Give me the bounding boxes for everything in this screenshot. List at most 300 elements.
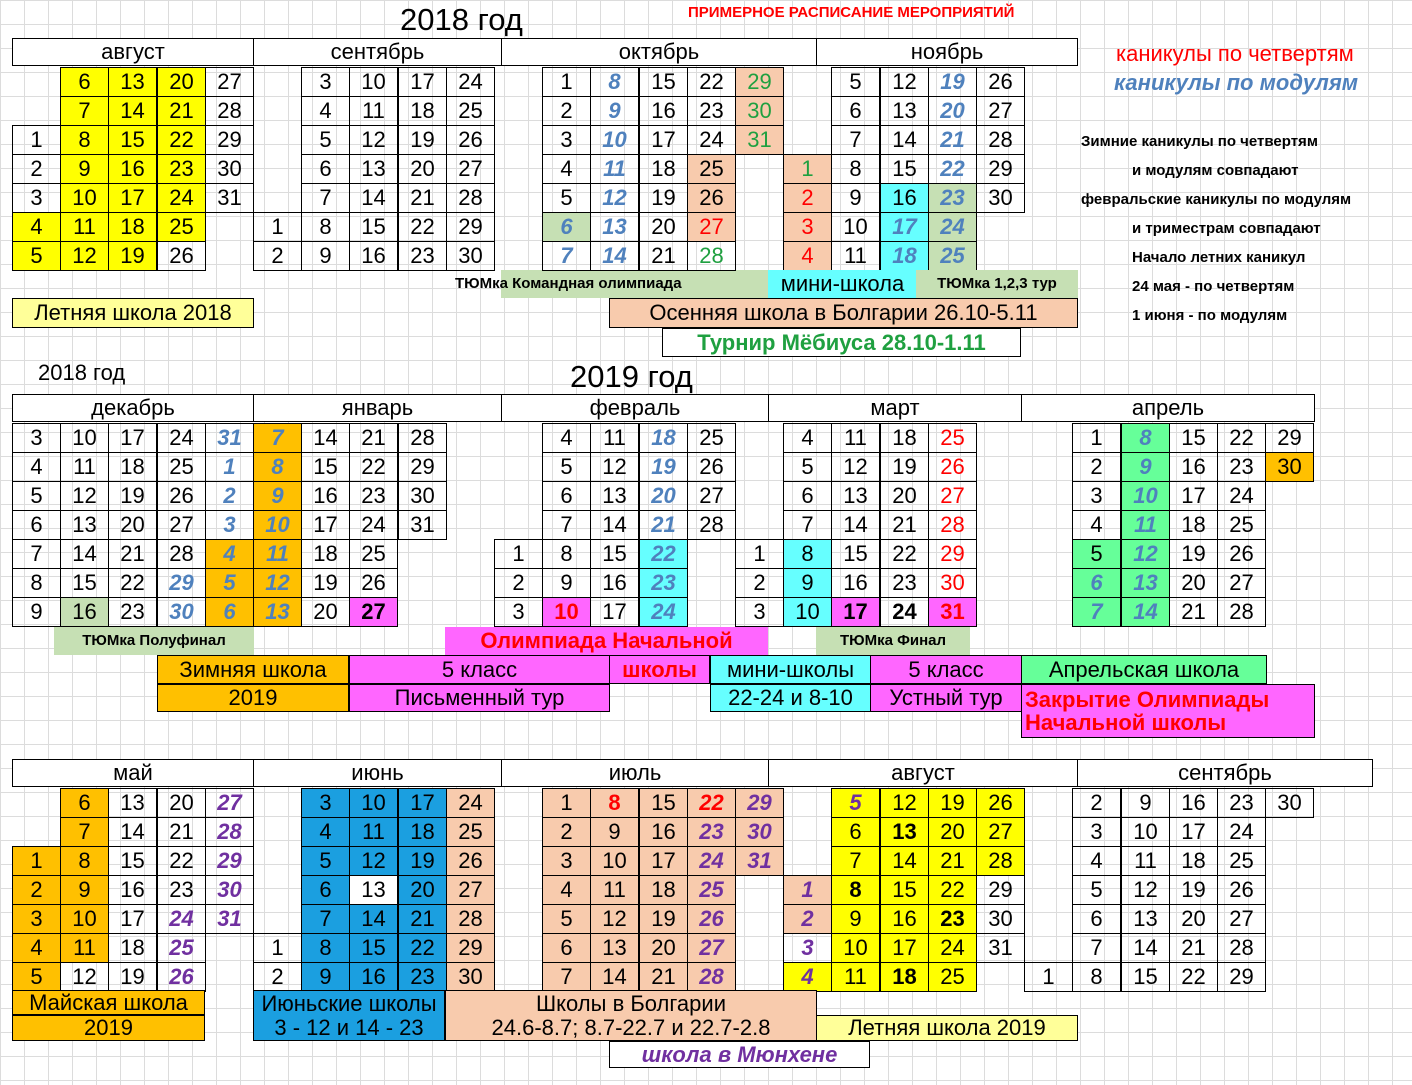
date-cell: 28 <box>687 962 736 992</box>
date-cell: 22 <box>928 875 977 905</box>
date-cell: 16 <box>590 568 639 598</box>
date-cell: 4 <box>301 817 350 847</box>
date-cell: 5 <box>205 568 254 598</box>
date-cell: 15 <box>108 125 157 155</box>
date-cell: 31 <box>205 904 254 934</box>
date-cell: 3 <box>542 125 591 155</box>
date-cell: 23 <box>398 241 447 271</box>
date-cell: 4 <box>205 539 254 569</box>
date-cell: 2 <box>542 817 591 847</box>
event-summer-school-2019: Летняя школа 2019 <box>816 1015 1078 1041</box>
date-cell: 22 <box>108 568 157 598</box>
event-mini-schools-1: мини-школы <box>710 655 871 684</box>
date-cell: 5 <box>301 846 350 876</box>
date-cell: 23 <box>157 154 206 184</box>
date-cell: 21 <box>398 183 447 213</box>
date-cell: 18 <box>108 933 157 963</box>
date-cell: 22 <box>157 846 206 876</box>
date-cell: 13 <box>590 933 639 963</box>
date-cell: 6 <box>831 96 880 126</box>
date-cell: 30 <box>446 241 495 271</box>
date-cell: 19 <box>108 481 157 511</box>
legend-line-3: февральские каникулы по модулям <box>1081 191 1352 208</box>
date-cell: 26 <box>687 904 736 934</box>
date-cell: 29 <box>446 212 495 242</box>
event-summer-school-2018: Летняя школа 2018 <box>12 298 254 328</box>
date-cell: 3 <box>301 788 350 818</box>
date-cell: 4 <box>542 154 591 184</box>
date-cell: 19 <box>639 452 688 482</box>
date-cell: 8 <box>590 788 639 818</box>
date-cell: 31 <box>398 510 447 540</box>
date-cell: 1 <box>783 875 832 905</box>
date-cell: 21 <box>928 125 977 155</box>
date-cell: 15 <box>639 67 688 97</box>
date-cell: 24 <box>687 846 736 876</box>
date-cell: 15 <box>590 539 639 569</box>
date-cell: 9 <box>590 817 639 847</box>
date-cell: 23 <box>1217 788 1266 818</box>
date-cell: 28 <box>446 904 495 934</box>
date-cell: 8 <box>253 452 302 482</box>
date-cell: 6 <box>542 212 591 242</box>
date-cell: 19 <box>928 788 977 818</box>
page-title: ПРИМЕРНОЕ РАСПИСАНИЕ МЕРОПРИЯТИЙ <box>688 4 1015 21</box>
date-cell: 30 <box>398 481 447 511</box>
date-cell: 4 <box>12 933 61 963</box>
date-cell: 23 <box>687 817 736 847</box>
date-cell: 7 <box>542 241 591 271</box>
date-cell: 6 <box>1072 568 1121 598</box>
date-cell: 7 <box>253 423 302 453</box>
event-grade5-written-2: Письменный тур <box>349 684 610 712</box>
date-cell: 30 <box>735 96 784 126</box>
date-cell: 22 <box>157 125 206 155</box>
date-cell: 30 <box>976 904 1025 934</box>
date-cell: 14 <box>60 539 109 569</box>
date-cell: 28 <box>205 817 254 847</box>
legend-line-6: 24 мая - по четвертям <box>1132 278 1295 295</box>
date-cell: 4 <box>1072 846 1121 876</box>
date-cell: 27 <box>205 67 254 97</box>
date-cell: 15 <box>349 212 398 242</box>
date-cell: 16 <box>880 183 929 213</box>
date-cell: 25 <box>157 212 206 242</box>
date-cell: 24 <box>446 67 495 97</box>
date-cell: 23 <box>349 481 398 511</box>
date-cell: 30 <box>446 962 495 992</box>
date-cell: 10 <box>60 423 109 453</box>
date-cell: 3 <box>12 423 61 453</box>
date-cell: 9 <box>60 154 109 184</box>
date-cell: 29 <box>735 788 784 818</box>
date-cell: 16 <box>639 817 688 847</box>
date-cell: 21 <box>157 817 206 847</box>
date-cell: 25 <box>928 423 977 453</box>
month-header: май <box>12 759 254 787</box>
date-cell: 7 <box>301 904 350 934</box>
date-cell: 2 <box>783 183 832 213</box>
date-cell: 7 <box>1072 597 1121 627</box>
event-tyumka-123: ТЮМка 1,2,3 тур <box>916 270 1078 298</box>
date-cell: 11 <box>60 452 109 482</box>
date-cell: 27 <box>687 933 736 963</box>
date-cell: 26 <box>687 452 736 482</box>
date-cell: 3 <box>783 212 832 242</box>
date-cell: 24 <box>157 183 206 213</box>
date-cell: 5 <box>831 788 880 818</box>
date-cell: 11 <box>590 423 639 453</box>
date-cell: 7 <box>831 846 880 876</box>
date-cell: 14 <box>590 241 639 271</box>
date-cell: 17 <box>880 212 929 242</box>
date-cell: 21 <box>1169 597 1218 627</box>
date-cell: 12 <box>349 125 398 155</box>
date-cell: 21 <box>880 510 929 540</box>
date-cell: 21 <box>108 539 157 569</box>
date-cell: 23 <box>928 183 977 213</box>
date-cell: 28 <box>976 125 1025 155</box>
month-header: декабрь <box>12 394 254 422</box>
date-cell: 15 <box>108 846 157 876</box>
date-cell: 4 <box>542 875 591 905</box>
date-cell: 27 <box>205 788 254 818</box>
date-cell: 7 <box>831 125 880 155</box>
date-cell: 6 <box>783 481 832 511</box>
event-mini-school: мини-школа <box>768 270 917 298</box>
date-cell: 1 <box>1072 423 1121 453</box>
date-cell: 14 <box>349 183 398 213</box>
date-cell: 13 <box>349 875 398 905</box>
event-bulgaria-schools-line1: Школы в Болгарии <box>536 991 726 1017</box>
date-cell: 9 <box>831 183 880 213</box>
date-cell: 13 <box>1121 568 1170 598</box>
date-cell: 1 <box>494 539 543 569</box>
event-may-school-1: Майская школа <box>12 990 205 1015</box>
date-cell: 17 <box>639 125 688 155</box>
legend-line-7: 1 июня - по модулям <box>1132 307 1288 324</box>
date-cell: 23 <box>398 962 447 992</box>
date-cell: 19 <box>880 452 929 482</box>
date-cell: 29 <box>928 539 977 569</box>
date-cell: 4 <box>301 96 350 126</box>
date-cell: 11 <box>831 962 880 992</box>
event-winter-school-1: Зимняя школа <box>157 655 349 684</box>
date-cell: 30 <box>1265 452 1314 482</box>
date-cell: 15 <box>880 875 929 905</box>
date-cell: 19 <box>639 183 688 213</box>
date-cell: 21 <box>349 423 398 453</box>
date-cell: 5 <box>542 904 591 934</box>
date-cell: 17 <box>108 423 157 453</box>
date-cell: 10 <box>831 212 880 242</box>
date-cell: 22 <box>398 933 447 963</box>
date-cell: 9 <box>1121 788 1170 818</box>
date-cell: 1 <box>1024 962 1073 992</box>
date-cell: 25 <box>687 423 736 453</box>
date-cell: 25 <box>157 933 206 963</box>
legend-modules: каникулы по модулям <box>1114 70 1359 95</box>
date-cell: 12 <box>253 568 302 598</box>
legend-line-1: Зимние каникулы по четвертям <box>1081 133 1318 150</box>
date-cell: 11 <box>60 933 109 963</box>
date-cell: 3 <box>494 597 543 627</box>
date-cell: 29 <box>976 154 1025 184</box>
date-cell: 31 <box>205 183 254 213</box>
event-grade5-written-1: 5 класс <box>349 655 610 684</box>
date-cell: 21 <box>1169 933 1218 963</box>
date-cell: 4 <box>783 423 832 453</box>
event-olymp-primary-1: Олимпиада Начальной <box>445 627 768 655</box>
month-header: август <box>12 38 254 66</box>
date-cell: 6 <box>542 481 591 511</box>
date-cell: 19 <box>301 568 350 598</box>
date-cell: 12 <box>1121 539 1170 569</box>
date-cell: 1 <box>735 539 784 569</box>
date-cell: 1 <box>783 154 832 184</box>
date-cell: 13 <box>253 597 302 627</box>
date-cell: 4 <box>783 241 832 271</box>
date-cell: 26 <box>157 962 206 992</box>
event-bulgaria-schools-line2: 24.6-8.7; 8.7-22.7 и 22.7-2.8 <box>491 1014 771 1040</box>
date-cell: 9 <box>253 481 302 511</box>
date-cell: 4 <box>12 212 61 242</box>
date-cell: 1 <box>542 788 591 818</box>
date-cell: 3 <box>12 183 61 213</box>
date-cell: 10 <box>831 933 880 963</box>
date-cell: 14 <box>831 510 880 540</box>
date-cell: 7 <box>12 539 61 569</box>
date-cell: 27 <box>446 154 495 184</box>
date-cell: 18 <box>1169 510 1218 540</box>
event-munich: школа в Мюнхене <box>609 1041 870 1068</box>
date-cell: 21 <box>157 96 206 126</box>
date-cell: 19 <box>108 241 157 271</box>
date-cell: 3 <box>542 846 591 876</box>
date-cell: 19 <box>1169 875 1218 905</box>
date-cell: 16 <box>639 96 688 126</box>
legend-line-4: и триместрам совпадают <box>1132 220 1321 237</box>
event-tyumka-final: ТЮМка Финал <box>816 627 970 655</box>
date-cell: 18 <box>880 423 929 453</box>
date-cell: 12 <box>880 788 929 818</box>
date-cell: 8 <box>590 67 639 97</box>
date-cell: 24 <box>928 212 977 242</box>
date-cell: 13 <box>831 481 880 511</box>
date-cell: 15 <box>880 154 929 184</box>
date-cell: 5 <box>12 962 61 992</box>
date-cell: 27 <box>446 875 495 905</box>
date-cell: 9 <box>60 875 109 905</box>
date-cell: 30 <box>205 875 254 905</box>
date-cell: 13 <box>108 67 157 97</box>
date-cell: 25 <box>687 875 736 905</box>
date-cell: 28 <box>687 510 736 540</box>
date-cell: 3 <box>1072 481 1121 511</box>
date-cell: 7 <box>542 510 591 540</box>
date-cell: 18 <box>639 875 688 905</box>
date-cell: 21 <box>398 904 447 934</box>
date-cell: 9 <box>590 96 639 126</box>
date-cell: 18 <box>398 96 447 126</box>
date-cell: 3 <box>1072 817 1121 847</box>
date-cell: 5 <box>542 452 591 482</box>
date-cell: 19 <box>928 67 977 97</box>
date-cell: 19 <box>398 125 447 155</box>
date-cell: 8 <box>60 125 109 155</box>
date-cell: 4 <box>1072 510 1121 540</box>
date-cell: 6 <box>60 67 109 97</box>
event-olymp-closing <box>1021 684 1315 738</box>
event-june-schools-line1: Июньские школы <box>261 991 437 1017</box>
date-cell: 10 <box>590 125 639 155</box>
date-cell: 15 <box>60 568 109 598</box>
date-cell: 14 <box>590 510 639 540</box>
date-cell: 8 <box>301 933 350 963</box>
date-cell: 7 <box>301 183 350 213</box>
date-cell: 19 <box>398 846 447 876</box>
date-cell: 18 <box>880 241 929 271</box>
date-cell: 22 <box>639 539 688 569</box>
date-cell: 3 <box>301 67 350 97</box>
date-cell: 10 <box>1121 817 1170 847</box>
date-cell: 15 <box>1121 962 1170 992</box>
date-cell: 18 <box>880 962 929 992</box>
date-cell: 2 <box>1072 452 1121 482</box>
date-cell: 14 <box>108 96 157 126</box>
date-cell: 31 <box>735 125 784 155</box>
date-cell: 12 <box>590 183 639 213</box>
legend-line-5: Начало летних каникул <box>1132 249 1306 266</box>
year-title-2019: 2019 год <box>570 359 693 394</box>
date-cell: 17 <box>880 933 929 963</box>
date-cell: 22 <box>687 67 736 97</box>
date-cell: 3 <box>735 597 784 627</box>
date-cell: 26 <box>157 241 206 271</box>
date-cell: 21 <box>639 962 688 992</box>
date-cell: 24 <box>880 597 929 627</box>
date-cell: 6 <box>1072 904 1121 934</box>
date-cell: 22 <box>349 452 398 482</box>
date-cell: 2 <box>1072 788 1121 818</box>
date-cell: 16 <box>1169 452 1218 482</box>
date-cell: 25 <box>687 154 736 184</box>
event-olymp-closing-line2: Начальной школы <box>1025 710 1227 735</box>
event-olymp-closing-line1: Закрытие Олимпиады <box>1025 686 1270 712</box>
month-header: февраль <box>501 394 769 422</box>
date-cell: 8 <box>831 154 880 184</box>
event-bulgaria-schools <box>445 990 817 1041</box>
date-cell: 9 <box>12 597 61 627</box>
event-tyumka-semifinal: ТЮМка Полуфинал <box>54 627 254 655</box>
date-cell: 12 <box>349 846 398 876</box>
date-cell: 10 <box>349 67 398 97</box>
date-cell: 7 <box>783 510 832 540</box>
date-cell: 25 <box>928 241 977 271</box>
date-cell: 8 <box>12 568 61 598</box>
date-cell: 16 <box>108 875 157 905</box>
month-header: июнь <box>253 759 502 787</box>
date-cell: 30 <box>928 568 977 598</box>
date-cell: 21 <box>928 846 977 876</box>
date-cell: 26 <box>157 481 206 511</box>
date-cell: 20 <box>928 96 977 126</box>
date-cell: 12 <box>60 481 109 511</box>
date-cell: 28 <box>398 423 447 453</box>
date-cell: 2 <box>783 904 832 934</box>
date-cell: 23 <box>880 568 929 598</box>
date-cell: 17 <box>1169 481 1218 511</box>
date-cell: 20 <box>301 597 350 627</box>
date-cell: 26 <box>349 568 398 598</box>
event-olymp-primary-2: школы <box>609 655 710 684</box>
date-cell: 11 <box>349 96 398 126</box>
date-cell: 16 <box>349 241 398 271</box>
date-cell: 8 <box>1121 423 1170 453</box>
date-cell: 6 <box>542 933 591 963</box>
date-cell: 4 <box>542 423 591 453</box>
date-cell: 3 <box>12 904 61 934</box>
event-mini-schools-2: 22-24 и 8-10 <box>710 684 871 712</box>
date-cell: 2 <box>542 96 591 126</box>
date-cell: 26 <box>976 67 1025 97</box>
date-cell: 29 <box>205 846 254 876</box>
date-cell: 29 <box>1265 423 1314 453</box>
date-cell: 24 <box>928 933 977 963</box>
month-header: январь <box>253 394 502 422</box>
event-grade5-oral-1: 5 класс <box>870 655 1022 684</box>
event-june-schools-line2: 3 - 12 и 14 - 23 <box>274 1014 424 1040</box>
date-cell: 22 <box>1169 962 1218 992</box>
year-label-2018-small: 2018 год <box>38 360 126 385</box>
date-cell: 26 <box>446 125 495 155</box>
date-cell: 27 <box>1217 904 1266 934</box>
date-cell: 16 <box>301 481 350 511</box>
year-title-2018: 2018 год <box>400 2 523 37</box>
month-header: ноябрь <box>816 38 1078 66</box>
date-cell: 24 <box>1217 817 1266 847</box>
date-cell: 9 <box>301 241 350 271</box>
date-cell: 11 <box>60 212 109 242</box>
date-cell: 18 <box>639 154 688 184</box>
date-cell: 14 <box>108 817 157 847</box>
date-cell: 20 <box>108 510 157 540</box>
date-cell: 8 <box>831 875 880 905</box>
legend-quarters: каникулы по четвертям <box>1116 41 1354 66</box>
date-cell: 12 <box>60 241 109 271</box>
date-cell: 5 <box>831 67 880 97</box>
month-header: сентябрь <box>253 38 502 66</box>
date-cell: 30 <box>157 597 206 627</box>
date-cell: 25 <box>446 817 495 847</box>
date-cell: 10 <box>60 183 109 213</box>
date-cell: 22 <box>398 212 447 242</box>
date-cell: 11 <box>831 241 880 271</box>
date-cell: 26 <box>687 183 736 213</box>
date-cell: 6 <box>301 154 350 184</box>
date-cell: 1 <box>12 846 61 876</box>
date-cell: 2 <box>253 241 302 271</box>
date-cell: 29 <box>1217 962 1266 992</box>
date-cell: 28 <box>976 846 1025 876</box>
date-cell: 23 <box>108 597 157 627</box>
date-cell: 9 <box>542 568 591 598</box>
date-cell: 10 <box>590 846 639 876</box>
month-header: июль <box>501 759 769 787</box>
date-cell: 31 <box>735 846 784 876</box>
date-cell: 10 <box>253 510 302 540</box>
date-cell: 28 <box>928 510 977 540</box>
